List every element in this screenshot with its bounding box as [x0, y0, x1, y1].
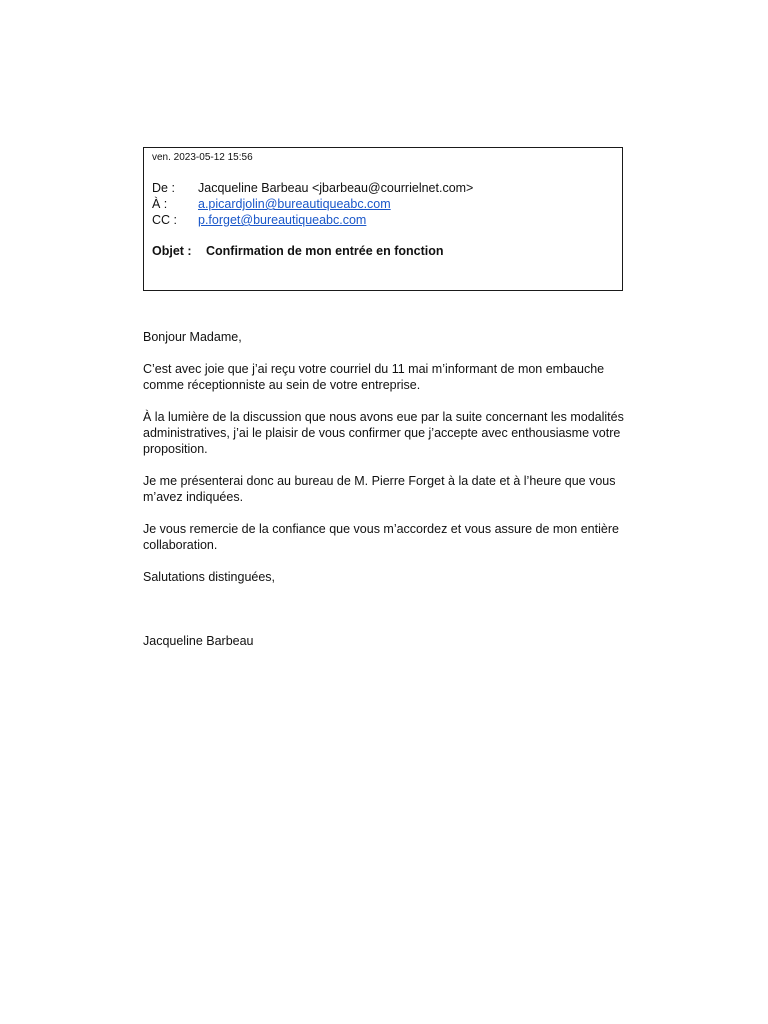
- signature: Jacqueline Barbeau: [143, 634, 254, 648]
- paragraph-3: Je me présenterai donc au bureau de M. Pierre Forget à la date et à l’heure que vous m’avez indiquées.: [143, 474, 616, 504]
- sent-date: ven. 2023-05-12 15:56: [152, 152, 253, 163]
- email-header-box: [143, 147, 623, 291]
- to-email-link[interactable]: a.picardjolin@bureautiqueabc.com: [198, 197, 391, 211]
- cc-email-link[interactable]: p.forget@bureautiqueabc.com: [198, 213, 367, 227]
- to-row: [152, 196, 391, 212]
- greeting: Bonjour Madame,: [143, 330, 242, 344]
- cc-row: [152, 212, 366, 228]
- from-label: De :: [152, 181, 175, 195]
- paragraph-2: À la lumière de la discussion que nous avons eue par la suite concernant les modalités administratives, j’ai le plaisir de vous confirmer que j’accepte avec enthousiasme votre proposition.: [143, 410, 624, 456]
- cc-label: CC :: [152, 213, 177, 227]
- subject-value: Confirmation de mon entrée en fonction: [206, 244, 444, 258]
- to-label: À :: [152, 197, 168, 211]
- subject-row: [152, 243, 444, 259]
- paragraph-1: C’est avec joie que j’ai reçu votre courriel du 11 mai m’informant de mon embauche comme réceptionniste au sein de votre entreprise.: [143, 362, 605, 392]
- from-value: Jacqueline Barbeau <jbarbeau@courrielnet.com>: [198, 181, 474, 195]
- subject-label: Objet :: [152, 244, 192, 258]
- paragraph-4: Je vous remercie de la confiance que vous m’accordez et vous assure de mon entière collaboration.: [143, 522, 619, 552]
- closing: Salutations distinguées,: [143, 570, 276, 584]
- from-row: [152, 180, 473, 196]
